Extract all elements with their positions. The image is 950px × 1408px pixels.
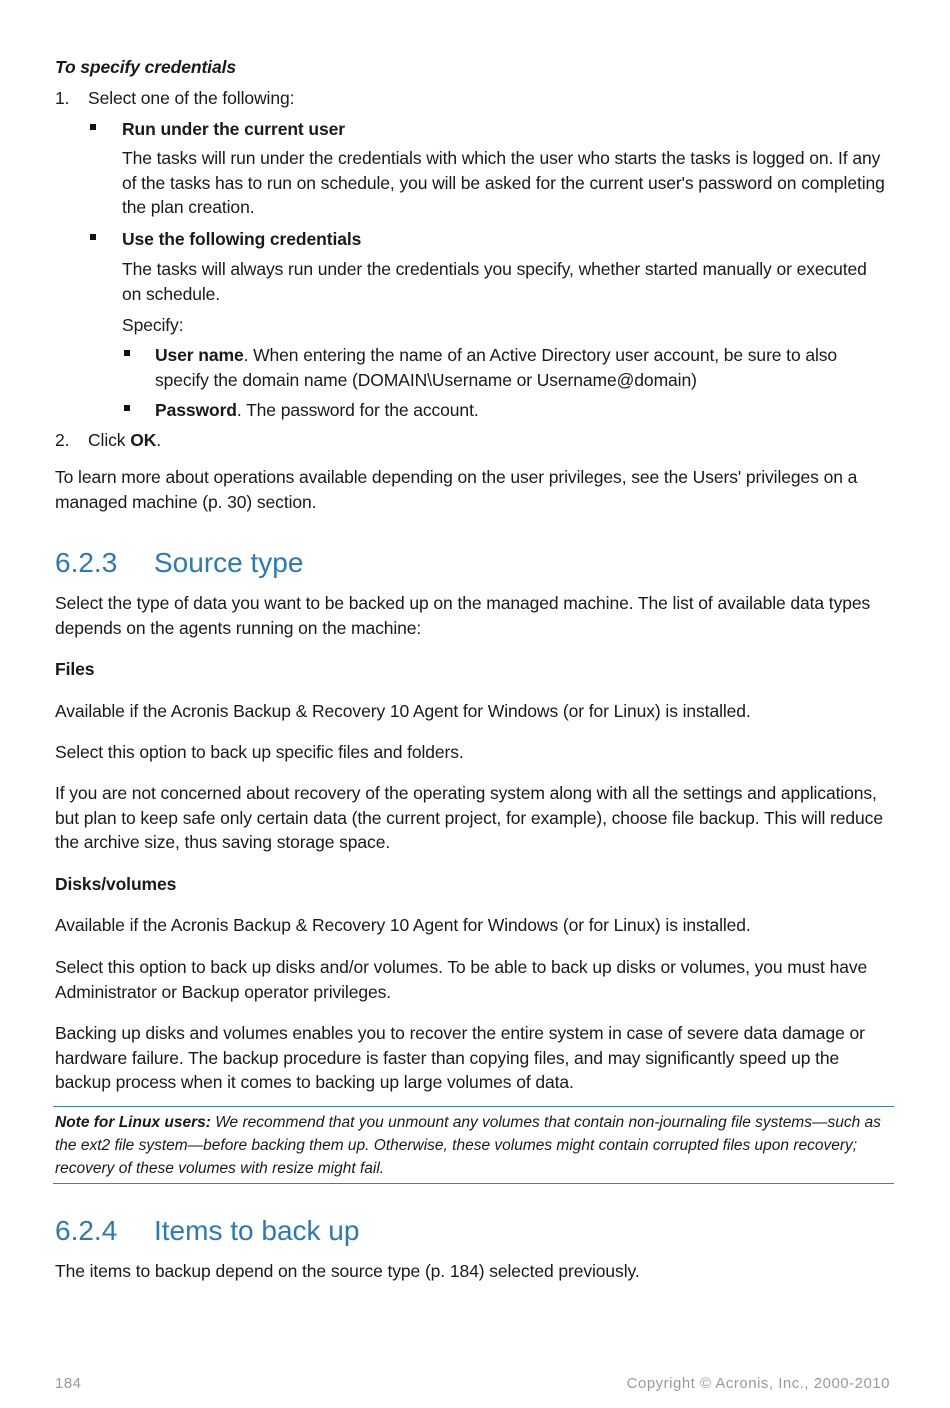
note-paragraph: [55, 1111, 893, 1180]
specify-label: Specify:: [122, 315, 184, 335]
bullet-square-icon: [124, 350, 130, 356]
disks-description: Backing up disks and volumes enables you to recover the entire system in case of severe data damage or hardware failure. The backup procedure is faster than copying files, and may significantly speed up the backup process when it comes to backing up large volumes of data.: [55, 1023, 865, 1092]
section-number: 6.2.3: [55, 547, 118, 578]
password-item: [155, 398, 479, 423]
disks-availability: Available if the Acronis Backup & Recovery 10 Agent for Windows (or for Linux) is installed.: [55, 915, 751, 935]
ok-label: OK: [130, 430, 157, 450]
option-current-user-title: Run under the current user: [122, 119, 345, 139]
section-number: 6.2.4: [55, 1215, 118, 1246]
section-title: Source type: [154, 547, 304, 578]
section-heading-items-to-back-up: [55, 1214, 359, 1248]
username-item: [155, 343, 895, 392]
password-label: Password: [155, 400, 237, 420]
option-following-credentials-text: The tasks will always run under the credentials you specify, whether started manually or executed on schedule.: [122, 259, 867, 304]
note-text: We recommend that you unmount any volumes that contain non-journaling file systems—such as the ext2 file system—before backing them up. Otherwise, these volumes might contain corrupted files upon recovery; recovery of these volumes with resize might fail.: [55, 1114, 881, 1177]
step-2-suffix: .: [156, 430, 162, 450]
files-availability: Available if the Acronis Backup & Recovery 10 Agent for Windows (or for Linux) is installed.: [55, 701, 751, 721]
page-number: 184: [55, 1375, 82, 1392]
section-title: Items to back up: [154, 1215, 360, 1246]
step-2-text: [88, 428, 161, 453]
linux-users-note: [53, 1106, 894, 1184]
option-following-credentials-title: Use the following credentials: [122, 229, 362, 249]
source-type-intro: Select the type of data you want to be backed up on the managed machine. The list of available data types depends on the agents running on the machine:: [55, 593, 871, 638]
step-2-number: 2.: [55, 430, 70, 450]
copyright-footer: Copyright © Acronis, Inc., 2000-2010: [626, 1375, 890, 1392]
step-1-text: Select one of the following:: [88, 88, 295, 108]
disks-volumes-heading: Disks/volumes: [55, 874, 177, 894]
username-text: . When entering the name of an Active Directory user account, be sure to also specify the domain name (DOMAIN\Username or Username@domain): [155, 345, 838, 390]
password-text: . The password for the account.: [236, 400, 479, 420]
step-1-number: 1.: [55, 88, 70, 108]
items-to-back-up-text: The items to backup depend on the source type (p. 184) selected previously.: [55, 1261, 640, 1281]
bullet-square-icon: [90, 124, 96, 130]
credentials-heading: To specify credentials: [55, 57, 236, 77]
files-option-text: Select this option to back up specific files and folders.: [55, 742, 464, 762]
note-label: Note for Linux users:: [55, 1114, 211, 1131]
files-heading: Files: [55, 659, 95, 679]
username-label: User name: [155, 345, 244, 365]
learn-more-paragraph: To learn more about operations available depending on the user privileges, see the Users' privileges on a managed machine (p. 30) section.: [55, 467, 858, 512]
section-heading-source-type: [55, 546, 303, 580]
bullet-square-icon: [90, 234, 96, 240]
disks-option-text: Select this option to back up disks and/or volumes. To be able to back up disks or volumes, you must have Administrator or Backup operator privileges.: [55, 957, 868, 1002]
bullet-square-icon: [124, 405, 130, 411]
files-description: If you are not concerned about recovery of the operating system along with all the settings and applications, but plan to keep safe only certain data (the current project, for example), choose file backup. This will reduce the archive size, thus saving storage space.: [55, 783, 883, 852]
option-current-user-text: The tasks will run under the credentials with which the user who starts the tasks is logged on. If any of the tasks has to run on schedule, you will be asked for the current user's password on completing the plan creation.: [122, 148, 885, 217]
step-2-prefix: Click: [88, 430, 131, 450]
